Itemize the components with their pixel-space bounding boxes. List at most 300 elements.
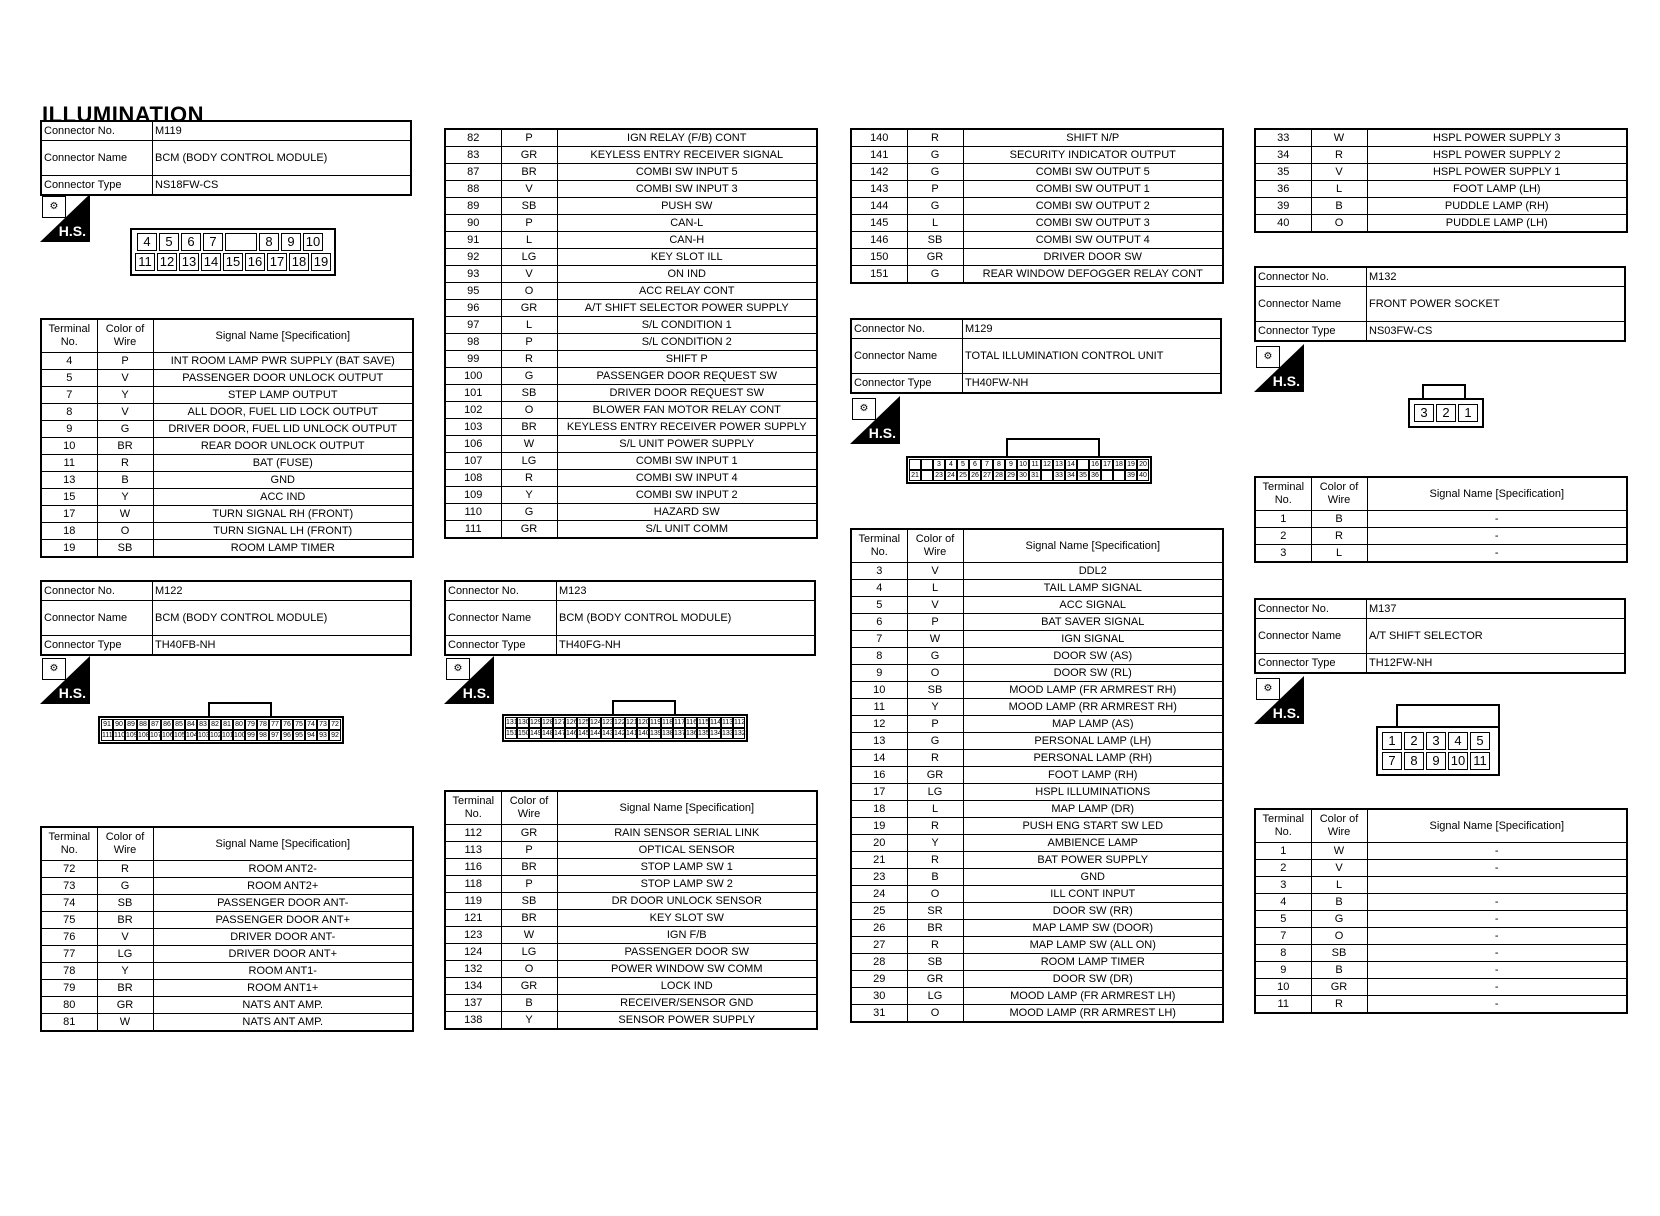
terminal-no: 132 xyxy=(445,961,501,978)
connector-pin: 34 xyxy=(1065,470,1077,481)
m132-connector-face xyxy=(1408,384,1484,428)
wire-color: BR xyxy=(501,164,557,181)
connector-pin xyxy=(1077,459,1089,470)
connector-pin xyxy=(909,459,921,470)
connector-pin: 4 xyxy=(945,459,957,470)
m119-connector-type: NS18FW-CS xyxy=(153,176,412,196)
signal-name: STOP LAMP SW 1 xyxy=(557,859,817,876)
table-row xyxy=(851,1005,1223,1023)
connector-pin: 3 xyxy=(933,459,945,470)
wire-color: R xyxy=(907,852,963,869)
connector-pin: 10 xyxy=(1448,752,1468,770)
table-row xyxy=(851,597,1223,614)
signal-name: IGN F/B xyxy=(557,927,817,944)
signal-name: - xyxy=(1367,545,1627,563)
connector-pin: 74 xyxy=(305,719,317,730)
connector-pin: 86 xyxy=(161,719,173,730)
signal-name: PERSONAL LAMP (LH) xyxy=(963,733,1223,750)
connector-pin: 36 xyxy=(1089,470,1101,481)
table-row xyxy=(851,784,1223,801)
connector-pin: 130 xyxy=(518,719,530,726)
signal-name: COMBI SW INPUT 4 xyxy=(557,470,817,487)
terminal-no: 78 xyxy=(41,963,97,980)
terminal-no: 1 xyxy=(1255,511,1311,528)
signal-name: DOOR SW (DR) xyxy=(963,971,1223,988)
signal-name: MAP LAMP SW (DOOR) xyxy=(963,920,1223,937)
signal-name: SENSOR POWER SUPPLY xyxy=(557,1012,817,1030)
connector-pin: 28 xyxy=(993,470,1005,481)
wire-color: O xyxy=(501,961,557,978)
signal-name: COMBI SW OUTPUT 2 xyxy=(963,198,1223,215)
connector-pin: 3 xyxy=(1414,404,1434,422)
table-row xyxy=(445,859,817,876)
signal-name xyxy=(1367,877,1627,894)
m123-connector-face xyxy=(502,700,748,742)
header-color-of-wire: Color of Wire xyxy=(97,319,153,353)
connector-pin: 140 xyxy=(638,730,650,737)
table-row xyxy=(1255,979,1627,996)
terminal-no: 28 xyxy=(851,954,907,971)
terminal-no: 121 xyxy=(445,910,501,927)
terminal-no: 97 xyxy=(445,317,501,334)
wire-color: Y xyxy=(97,387,153,404)
signal-name: DOOR SW (AS) xyxy=(963,648,1223,665)
connector-pin xyxy=(1101,470,1113,481)
signal-name: RAIN SENSOR SERIAL LINK xyxy=(557,825,817,842)
terminal-no: 79 xyxy=(41,980,97,997)
wire-color: B xyxy=(1311,511,1367,528)
table-row xyxy=(445,961,817,978)
connector-pin: 143 xyxy=(602,730,614,737)
terminal-no: 73 xyxy=(41,878,97,895)
terminal-no: 39 xyxy=(1255,198,1311,215)
connector-pin: 80 xyxy=(233,719,245,730)
table-row xyxy=(445,927,817,944)
signal-name: DRIVER DOOR, FUEL LID UNLOCK OUTPUT xyxy=(153,421,413,438)
wire-color: Y xyxy=(907,699,963,716)
signal-name: ALL DOOR, FUEL LID LOCK OUTPUT xyxy=(153,404,413,421)
connector-pin: 4 xyxy=(137,233,157,251)
connector-pin: 117 xyxy=(674,719,686,726)
m122-connector-face xyxy=(98,702,344,744)
wire-color: V xyxy=(97,370,153,387)
signal-name: REAR DOOR UNLOCK OUTPUT xyxy=(153,438,413,455)
table-row xyxy=(851,563,1223,580)
terminal-no: 103 xyxy=(445,419,501,436)
terminal-no: 88 xyxy=(445,181,501,198)
label-connector-no: Connector No. xyxy=(1255,599,1367,619)
label-connector-name: Connector Name xyxy=(41,141,153,176)
table-row xyxy=(41,506,413,523)
signal-name: STOP LAMP SW 2 xyxy=(557,876,817,893)
signal-name: IGN RELAY (F/B) CONT xyxy=(557,129,817,147)
wire-color: LG xyxy=(907,784,963,801)
table-row xyxy=(851,648,1223,665)
connector-pin: 10 xyxy=(303,233,323,251)
label-connector-no: Connector No. xyxy=(41,581,153,601)
label-connector-type: Connector Type xyxy=(851,374,963,394)
table-row xyxy=(445,232,817,249)
terminal-no: 14 xyxy=(851,750,907,767)
signal-name: DDL2 xyxy=(963,563,1223,580)
connector-pin: 8 xyxy=(1404,752,1424,770)
m137-connector-name: A/T SHIFT SELECTOR xyxy=(1367,619,1626,654)
wire-color: BR xyxy=(907,920,963,937)
hs-harness-side-icon: ⚙ H.S. xyxy=(1254,676,1304,724)
table-row xyxy=(851,818,1223,835)
header-terminal-no: Terminal No. xyxy=(1255,809,1311,843)
wire-color: B xyxy=(501,995,557,1012)
terminal-no: 35 xyxy=(1255,164,1311,181)
table-row xyxy=(851,988,1223,1005)
m123-connector-type: TH40FG-NH xyxy=(557,636,816,656)
signal-name: - xyxy=(1367,911,1627,928)
signal-name: AMBIENCE LAMP xyxy=(963,835,1223,852)
wire-color: L xyxy=(501,317,557,334)
terminal-no: 92 xyxy=(445,249,501,266)
m122-connector-name: BCM (BODY CONTROL MODULE) xyxy=(153,601,412,636)
table-row xyxy=(41,929,413,946)
connector-pin: 126 xyxy=(566,719,578,726)
terminal-no: 13 xyxy=(851,733,907,750)
signal-name: S/L CONDITION 1 xyxy=(557,317,817,334)
terminal-no: 11 xyxy=(1255,996,1311,1014)
wire-color: LG xyxy=(97,946,153,963)
label-connector-name: Connector Name xyxy=(1255,619,1367,654)
signal-name: COMBI SW OUTPUT 1 xyxy=(963,181,1223,198)
table-row xyxy=(445,249,817,266)
wire-color: O xyxy=(1311,215,1367,233)
terminal-no: 15 xyxy=(41,489,97,506)
terminal-no: 142 xyxy=(851,164,907,181)
signal-name: STEP LAMP OUTPUT xyxy=(153,387,413,404)
terminal-no: 137 xyxy=(445,995,501,1012)
table-row xyxy=(1255,911,1627,928)
terminal-no: 2 xyxy=(1255,528,1311,545)
wire-color: LG xyxy=(501,249,557,266)
connector-pin: 10 xyxy=(1017,459,1029,470)
table-row xyxy=(41,997,413,1014)
table-row xyxy=(851,614,1223,631)
wire-color: Y xyxy=(907,835,963,852)
connector-pin: 90 xyxy=(113,719,125,730)
connector-pin: 106 xyxy=(162,732,174,739)
table-row xyxy=(445,164,817,181)
terminal-no: 150 xyxy=(851,249,907,266)
wire-color: L xyxy=(501,232,557,249)
signal-name: COMBI SW OUTPUT 4 xyxy=(963,232,1223,249)
table-row xyxy=(41,540,413,558)
table-row xyxy=(1255,945,1627,962)
wire-color: SB xyxy=(97,540,153,558)
table-row xyxy=(445,129,817,147)
terminal-no: 3 xyxy=(851,563,907,580)
connector-pin: 21 xyxy=(909,470,921,481)
wire-color: BR xyxy=(501,859,557,876)
wire-color: W xyxy=(907,631,963,648)
wire-color: GR xyxy=(1311,979,1367,996)
wire-color: O xyxy=(97,523,153,540)
wire-color: L xyxy=(1311,181,1367,198)
terminal-no: 113 xyxy=(445,842,501,859)
terminal-no: 36 xyxy=(1255,181,1311,198)
connector-pin: 17 xyxy=(1101,459,1113,470)
terminal-no: 111 xyxy=(445,521,501,539)
table-row xyxy=(851,903,1223,920)
signal-name: - xyxy=(1367,511,1627,528)
terminal-no: 75 xyxy=(41,912,97,929)
signal-name: MOOD LAMP (RR ARMREST RH) xyxy=(963,699,1223,716)
terminal-no: 145 xyxy=(851,215,907,232)
wire-color: B xyxy=(97,472,153,489)
terminal-no: 29 xyxy=(851,971,907,988)
m123-connector-no: M123 xyxy=(557,581,816,601)
table-row xyxy=(41,455,413,472)
connector-pin: 77 xyxy=(269,719,281,730)
connector-pin: 125 xyxy=(578,719,590,726)
signal-name: GND xyxy=(153,472,413,489)
connector-pin: 4 xyxy=(1448,732,1468,750)
terminal-no: 27 xyxy=(851,937,907,954)
connector-pin: 99 xyxy=(245,730,257,741)
connector-pin: 147 xyxy=(554,730,566,737)
header-terminal-no: Terminal No. xyxy=(41,827,97,861)
wire-color: R xyxy=(1311,996,1367,1014)
wire-color: BR xyxy=(97,438,153,455)
table-row xyxy=(41,421,413,438)
table-row xyxy=(445,317,817,334)
terminal-no: 4 xyxy=(41,353,97,370)
table-row xyxy=(41,1014,413,1032)
wire-color: V xyxy=(907,597,963,614)
wire-color: L xyxy=(1311,877,1367,894)
connector-pin: 110 xyxy=(114,732,126,739)
signal-name: KEY SLOT ILL xyxy=(557,249,817,266)
wire-color: G xyxy=(97,878,153,895)
wire-color: B xyxy=(1311,894,1367,911)
signal-name: COMBI SW INPUT 3 xyxy=(557,181,817,198)
signal-name: PUSH ENG START SW LED xyxy=(963,818,1223,835)
header-signal-name: Signal Name [Specification] xyxy=(1367,809,1627,843)
connector-pin: 11 xyxy=(1470,752,1490,770)
signal-name: MAP LAMP SW (ALL ON) xyxy=(963,937,1223,954)
wire-color: G xyxy=(907,147,963,164)
signal-name: LOCK IND xyxy=(557,978,817,995)
connector-pin: 104 xyxy=(186,732,198,739)
signal-name: SHIFT N/P xyxy=(963,129,1223,147)
terminal-no: 110 xyxy=(445,504,501,521)
m122-continued-table xyxy=(444,128,816,539)
terminal-no: 116 xyxy=(445,859,501,876)
header-signal-name: Signal Name [Specification] xyxy=(153,827,413,861)
terminal-no: 83 xyxy=(445,147,501,164)
wire-color: V xyxy=(907,563,963,580)
signal-name: ACC SIGNAL xyxy=(963,597,1223,614)
connector-pin: 5 xyxy=(159,233,179,251)
terminal-no: 89 xyxy=(445,198,501,215)
terminal-no: 26 xyxy=(851,920,907,937)
terminal-no: 74 xyxy=(41,895,97,912)
connector-pin: 89 xyxy=(125,719,137,730)
m132-connector-info xyxy=(1254,266,1626,342)
terminal-no: 141 xyxy=(851,147,907,164)
connector-pin: 116 xyxy=(686,719,698,726)
wire-color: P xyxy=(501,876,557,893)
wire-color: GR xyxy=(907,971,963,988)
connector-pin: 108 xyxy=(138,732,150,739)
label-connector-name: Connector Name xyxy=(41,601,153,636)
signal-name: INT ROOM LAMP PWR SUPPLY (BAT SAVE) xyxy=(153,353,413,370)
terminal-no: 18 xyxy=(851,801,907,818)
wire-color: G xyxy=(907,266,963,284)
connector-pin: 75 xyxy=(293,719,305,730)
connector-pin: 3 xyxy=(1426,732,1446,750)
header-signal-name: Signal Name [Specification] xyxy=(1367,477,1627,511)
connector-pin: 31 xyxy=(1029,470,1041,481)
terminal-no: 96 xyxy=(445,300,501,317)
table-row xyxy=(445,876,817,893)
connector-pin: 150 xyxy=(518,730,530,737)
table-row xyxy=(851,801,1223,818)
signal-name: PASSENGER DOOR SW xyxy=(557,944,817,961)
connector-pin: 16 xyxy=(1089,459,1101,470)
connector-pin xyxy=(921,470,933,481)
connector-pin: 9 xyxy=(281,233,301,251)
connector-pin: 8 xyxy=(259,233,279,251)
wire-color: G xyxy=(907,198,963,215)
connector-pin: 136 xyxy=(686,730,698,737)
signal-name: - xyxy=(1367,996,1627,1014)
wire-color: BR xyxy=(97,980,153,997)
wire-color: SB xyxy=(907,682,963,699)
wire-color: V xyxy=(97,929,153,946)
connector-pin: 8 xyxy=(993,459,1005,470)
wire-color: SB xyxy=(501,893,557,910)
terminal-no: 82 xyxy=(445,129,501,147)
connector-pin: 118 xyxy=(662,719,674,726)
table-row xyxy=(1255,511,1627,528)
terminal-no: 5 xyxy=(1255,911,1311,928)
m132-connector-type: NS03FW-CS xyxy=(1367,322,1626,342)
connector-pin: 13 xyxy=(1053,459,1065,470)
terminal-no: 124 xyxy=(445,944,501,961)
signal-name: PERSONAL LAMP (RH) xyxy=(963,750,1223,767)
terminal-no: 17 xyxy=(851,784,907,801)
m137-terminal-table xyxy=(1254,808,1626,1014)
table-row xyxy=(445,487,817,504)
connector-pin: 100 xyxy=(234,732,246,739)
header-color-of-wire: Color of Wire xyxy=(97,827,153,861)
table-row xyxy=(851,733,1223,750)
connector-pin: 84 xyxy=(185,719,197,730)
wire-color: G xyxy=(501,368,557,385)
wire-color: W xyxy=(501,436,557,453)
table-row xyxy=(1255,843,1627,860)
connector-pin: 127 xyxy=(554,719,566,726)
table-row xyxy=(445,351,817,368)
table-row xyxy=(851,665,1223,682)
wire-color: R xyxy=(907,937,963,954)
signal-name: COMBI SW INPUT 2 xyxy=(557,487,817,504)
table-row xyxy=(445,368,817,385)
connector-pin: 85 xyxy=(173,719,185,730)
connector-pin: 95 xyxy=(293,730,305,741)
terminal-no: 107 xyxy=(445,453,501,470)
table-row xyxy=(1255,962,1627,979)
table-row xyxy=(1255,164,1627,181)
wire-color: O xyxy=(907,665,963,682)
signal-name: - xyxy=(1367,894,1627,911)
table-row xyxy=(851,767,1223,784)
signal-name: DOOR SW (RR) xyxy=(963,903,1223,920)
terminal-no: 123 xyxy=(445,927,501,944)
wire-color: W xyxy=(1311,129,1367,147)
table-row xyxy=(445,1012,817,1030)
label-connector-no: Connector No. xyxy=(445,581,557,601)
connector-pin: 12 xyxy=(157,253,177,271)
connector-pin: 33 xyxy=(1053,470,1065,481)
m132-connector-no: M132 xyxy=(1367,267,1626,287)
terminal-no: 140 xyxy=(851,129,907,147)
table-row xyxy=(41,861,413,878)
table-row xyxy=(851,835,1223,852)
label-connector-no: Connector No. xyxy=(1255,267,1367,287)
table-row xyxy=(445,283,817,300)
connector-pin: 131 xyxy=(506,719,518,726)
wire-color: W xyxy=(97,1014,153,1032)
terminal-no: 19 xyxy=(41,540,97,558)
m123-continued-table xyxy=(850,128,1222,284)
wire-color: G xyxy=(1311,911,1367,928)
connector-pin: 2 xyxy=(1436,404,1456,422)
wire-color: B xyxy=(1311,962,1367,979)
table-row xyxy=(1255,198,1627,215)
wire-color: Y xyxy=(501,1012,557,1030)
signal-name: - xyxy=(1367,843,1627,860)
m119-connector-no: M119 xyxy=(153,121,412,141)
wire-color: BR xyxy=(501,910,557,927)
connector-pin: 133 xyxy=(722,730,734,737)
m137-connector-info xyxy=(1254,598,1626,674)
signal-name: COMBI SW OUTPUT 3 xyxy=(963,215,1223,232)
terminal-no: 143 xyxy=(851,181,907,198)
connector-pin: 87 xyxy=(149,719,161,730)
label-connector-type: Connector Type xyxy=(1255,322,1367,342)
signal-name: COMBI SW OUTPUT 5 xyxy=(963,164,1223,181)
terminal-no: 134 xyxy=(445,978,501,995)
terminal-no: 151 xyxy=(851,266,907,284)
connector-pin xyxy=(225,233,257,251)
table-row xyxy=(445,385,817,402)
signal-name: BAT POWER SUPPLY xyxy=(963,852,1223,869)
wire-color: O xyxy=(501,402,557,419)
terminal-no: 40 xyxy=(1255,215,1311,233)
connector-pin: 14 xyxy=(201,253,221,271)
m129-connector-info xyxy=(850,318,1222,394)
terminal-no: 5 xyxy=(851,597,907,614)
wire-color: R xyxy=(97,861,153,878)
connector-pin: 114 xyxy=(710,719,722,726)
wire-color: V xyxy=(501,266,557,283)
connector-pin: 73 xyxy=(317,719,329,730)
terminal-no: 72 xyxy=(41,861,97,878)
m137-connector-no: M137 xyxy=(1367,599,1626,619)
wire-color: GR xyxy=(501,300,557,317)
signal-name: - xyxy=(1367,860,1627,877)
table-row xyxy=(445,334,817,351)
table-row xyxy=(851,954,1223,971)
connector-pin: 27 xyxy=(981,470,993,481)
